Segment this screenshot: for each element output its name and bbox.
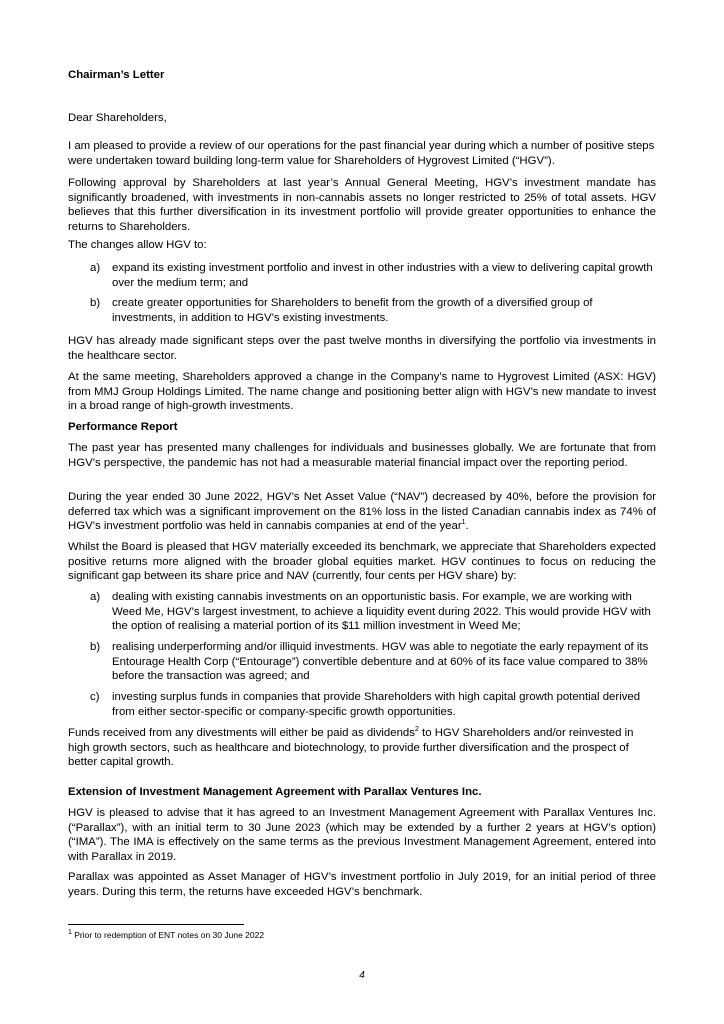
paragraph-mandate: Following approval by Shareholders at last year’s Annual General Meeting, HGV’s investment mandate has significantly broadened, with investments in non-cannabis assets no longer restricted to 25% of total assets. HGV believes that this further diversification in its investment portfolio will provide greater opportunities to enhance the returns to Shareholders. [68,177,656,233]
letter-title: Chairman’s Letter [68,69,165,81]
paragraph-divestments [68,726,656,770]
footnote-number: 1 [68,929,72,937]
paragraph-name-change: At the same meeting, Shareholders approved a change in the Company’s name to Hygrovest Limited (ASX: HGV) from MMJ Group Holdings Limited. The name change and positioning better align with HGV’s new mandate to invest in a broad range of high-growth investments. [68,371,656,413]
divestments-text: Funds received from any divestments will either be paid as dividends [68,727,415,739]
paragraph-changes: The changes allow HGV to: [68,239,207,251]
divestments-text-cont: to HGV Shareholders and/or reinvested in high growth sectors, such as healthcare and biotechnology, to provide further diversification and the prospect of better capital growth. [68,727,634,769]
footnote-divider [68,924,244,925]
paragraph-nav [68,490,656,534]
list-marker: b) [90,641,101,653]
period: . [465,520,469,533]
list-marker: a) [90,591,101,603]
heading-ima-extension: Extension of Investment Management Agreement with Parallax Ventures Inc. [68,786,482,798]
paragraph-healthcare: HGV has already made significant steps over the past twelve months in diversifying the portfolio via investments in the healthcare sector. [68,335,656,362]
list-text: realising underperforming and/or illiquid investments. HGV was able to negotiate the early repayment of its Entourage Health Corp (“Entourage”) convertible debenture and at 60% of its face value compared to 38% before the transaction was agreed; and [112,641,649,683]
paragraph-ima: HGV is pleased to advise that it has agreed to an Investment Management Agreement with Parallax Ventures Inc. (“Parallax”), with an initial term to 30 June 2023 (which may be extended by a further 2 years at HGV’s option) (“IMA”). The IMA is effectively on the same terms as the previous Investment Management Agreement, entered into with Parallax in 2019. [68,807,656,863]
list-marker: b) [90,297,101,309]
footnote-ref: 1 [461,519,466,527]
salutation: Dear Shareholders, [68,112,167,124]
list-text: create greater opportunities for Shareholders to benefit from the growth of a diversified group of investments, in addition to HGV’s existing investments. [112,297,593,324]
footnote-ref: 2 [414,726,419,734]
list-item [90,590,656,634]
list-marker: a) [90,262,101,274]
nav-text: During the year ended 30 June 2022, HGV’s Net Asset Value (“NAV”) decreased by 40%, before the provision for deferred tax which was a significant improvement on the 81% loss in the listed Canadian cannabis index as 74% of HGV’s investment portfolio was held in cannabis companies at end of the year [68,491,656,533]
footnote-text: Prior to redemption of ENT notes on 30 June 2022 [71,930,265,940]
list-item [90,261,656,290]
paragraph-benchmark: Whilst the Board is pleased that HGV materially exceeded its benchmark, we appreciate that Shareholders expected positive returns more aligned with the broader global equities market. HGV continues to focus on reducing the significant gap between its share price and NAV (currently, four cents per HGV share) by: [68,541,656,583]
list-text: dealing with existing cannabis investments on an opportunistic basis. For example, we are working with Weed Me, HGV’s largest investment, to achieve a liquidity event during 2022. This would provide HGV with the option of realising a material portion of its $11 million investment in Weed Me; [112,591,651,633]
list-item [90,690,656,719]
list-marker: c) [90,691,100,703]
paragraph-challenges: The past year has presented many challenges for individuals and businesses globally. We are fortunate that from HGV’s perspective, the pandemic has not had a measurable material financial impact over the reporting period. [68,442,656,469]
heading-performance-report: Performance Report [68,421,178,433]
list-text: investing surplus funds in companies that provide Shareholders with high capital growth potential derived from either sector-specific or company-specific growth opportunities. [112,691,641,718]
footnote [68,930,264,941]
list-text: expand its existing investment portfolio and invest in other industries with a view to delivering capital growth over the medium term; and [112,262,653,289]
paragraph-intro: I am pleased to provide a review of our operations for the past financial year during which a number of positive steps were undertaken toward building long-term value for Shareholders of Hygrovest Limited (“HGV”). [68,140,655,167]
list-item [90,296,656,325]
list-item [90,640,656,684]
page-number: 4 [359,970,365,981]
paragraph-parallax: Parallax was appointed as Asset Manager of HGV’s investment portfolio in July 2019, for an initial period of three years. During this term, the returns have exceeded HGV’s benchmark. [68,871,656,898]
